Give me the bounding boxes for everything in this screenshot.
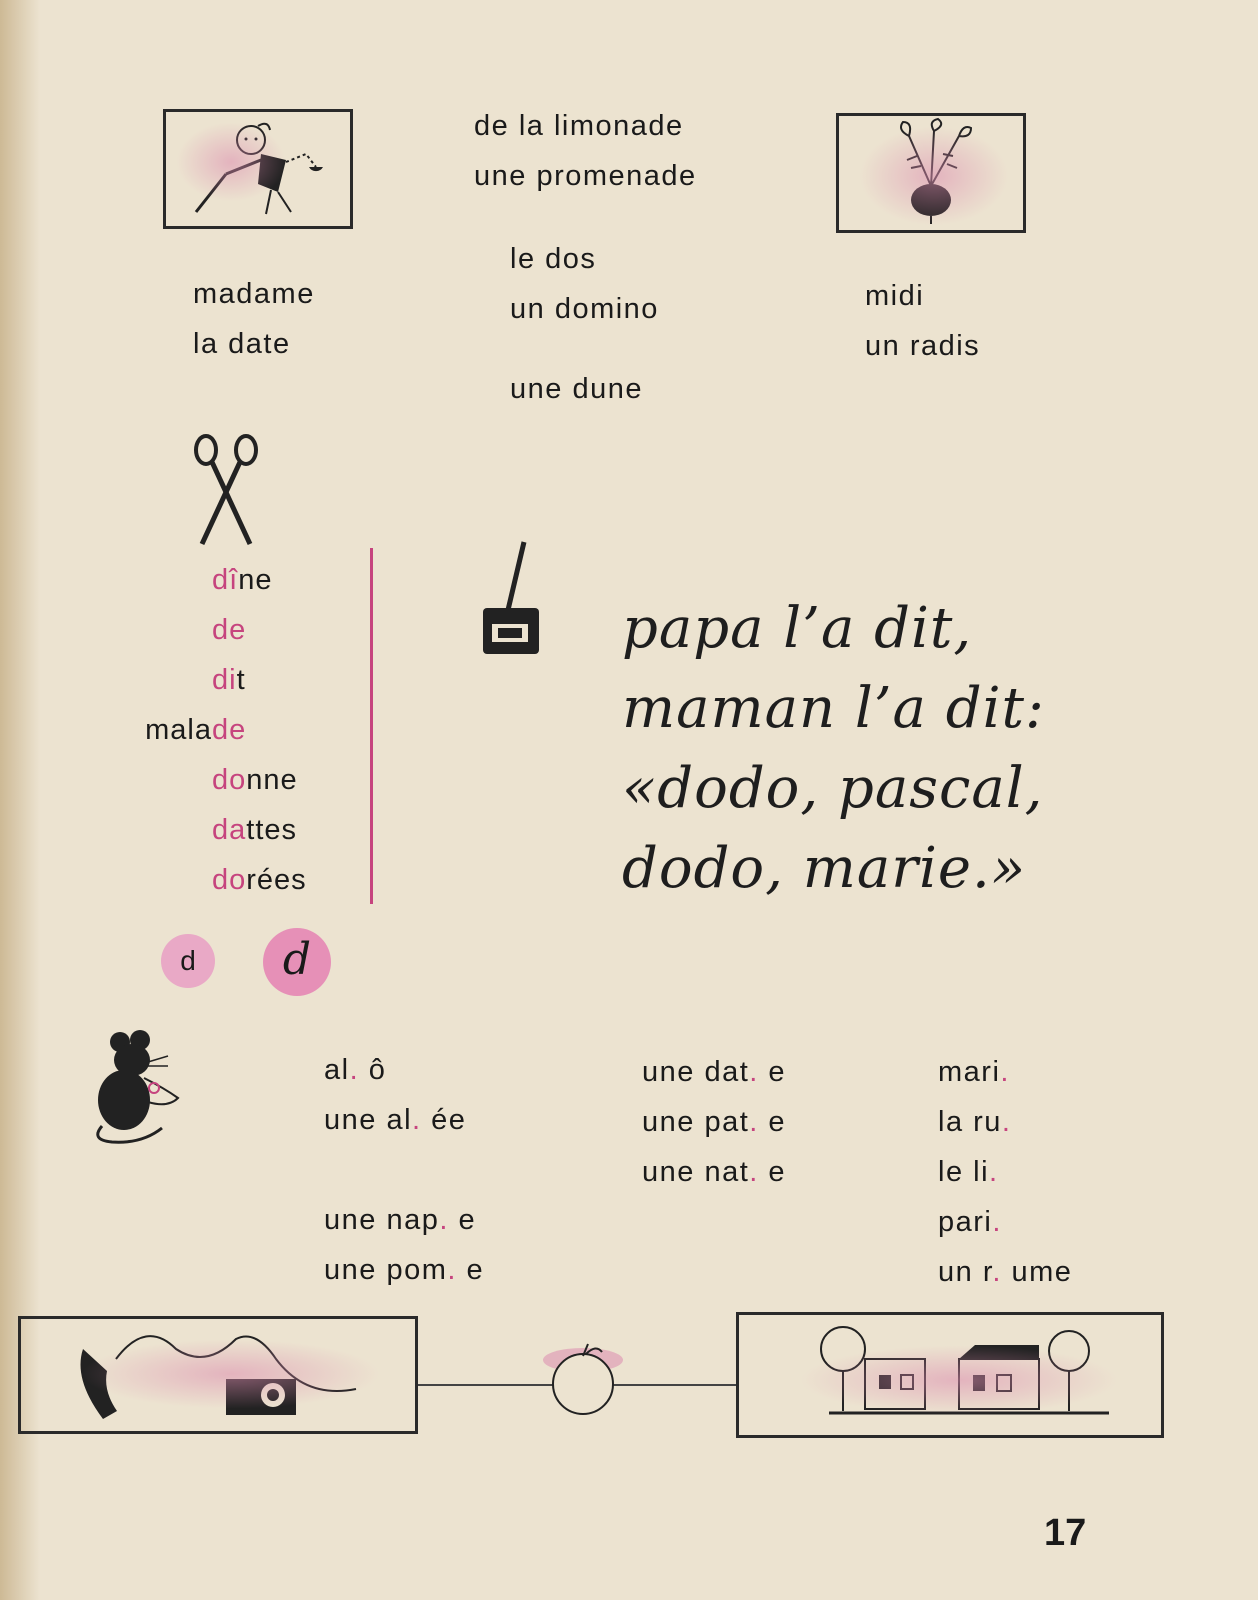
missing-letter-dot: . (992, 1206, 1002, 1238)
vocab-word: la date (193, 328, 291, 360)
syllable-word (212, 664, 246, 697)
syllable-highlight: da (212, 814, 247, 846)
missing-letter-dot: . (1001, 1106, 1012, 1138)
missing-letter-dot: . (439, 1204, 459, 1236)
syllable-suffix: ttes (246, 814, 298, 846)
syllable-suffix: rées (246, 864, 307, 896)
missing-letter-dot: . (349, 1054, 369, 1086)
exercise-item (324, 1204, 476, 1237)
missing-letter-dot: . (749, 1056, 769, 1088)
syllable-highlight: di (212, 664, 237, 696)
exercise-text: ée (431, 1104, 467, 1136)
exercise-text: e (458, 1204, 477, 1236)
ink-bottle-icon (478, 540, 548, 660)
radish-picture (836, 113, 1026, 233)
syllable-word (212, 814, 297, 847)
missing-letter-dot: . (447, 1254, 467, 1286)
exercise-item (324, 1254, 484, 1287)
exercise-text: e (768, 1156, 787, 1188)
syllable-prefix: mala (145, 714, 212, 746)
scissors-icon (188, 432, 268, 552)
exercise-text: une al (324, 1104, 413, 1136)
syllable-word (145, 714, 246, 747)
poem-line: dodo, marie.» (622, 836, 1027, 901)
exercise-text: une nat (642, 1156, 750, 1188)
apple-icon (538, 1340, 628, 1420)
syllable-suffix: t (236, 664, 246, 696)
exercise-text: e (466, 1254, 485, 1286)
missing-letter-dot: . (412, 1104, 432, 1136)
exercise-text: une pom (324, 1254, 448, 1286)
exercise-text: ume (1011, 1256, 1073, 1288)
mouse-icon (92, 1030, 192, 1150)
exercise-item (938, 1056, 1010, 1089)
missing-letter-dot: . (749, 1106, 769, 1138)
exercise-item (938, 1156, 999, 1189)
exercise-item (324, 1104, 466, 1137)
exercise-item (938, 1256, 1072, 1289)
missing-letter-dot: . (992, 1256, 1012, 1288)
exercise-text: le li (938, 1156, 990, 1188)
print-letter: d (180, 945, 196, 976)
telephone-picture (18, 1316, 418, 1434)
exercise-item (324, 1054, 386, 1087)
exercise-text: une nap (324, 1204, 440, 1236)
syllable-highlight: dî (212, 564, 239, 596)
exercise-text: ô (368, 1054, 387, 1086)
syllable-word (212, 614, 246, 647)
script-letter: d (282, 934, 312, 985)
syllable-word (212, 564, 272, 597)
script-letter-circle (263, 928, 331, 996)
syllable-highlight: do (212, 864, 247, 896)
exercise-text: e (768, 1106, 787, 1138)
exercise-text: une pat (642, 1106, 750, 1138)
print-letter-circle (161, 934, 215, 988)
exercise-text: un r (938, 1256, 993, 1288)
vocab-word: un radis (865, 330, 981, 362)
syllable-suffix: ne (238, 564, 273, 596)
missing-letter-dot: . (989, 1156, 999, 1188)
page-number: 17 (1044, 1512, 1087, 1554)
poem-line: papa l’a dit, (622, 596, 973, 661)
exercise-item (938, 1206, 1002, 1239)
syllable-word (212, 764, 298, 797)
exercise-item (642, 1106, 786, 1139)
lady-walking-picture (163, 109, 353, 229)
syllable-suffix: nne (246, 764, 298, 796)
vocab-word: le dos (510, 243, 597, 275)
missing-letter-dot: . (749, 1156, 769, 1188)
vocab-word: un domino (510, 293, 659, 325)
exercise-item (642, 1056, 786, 1089)
syllable-highlight: do (212, 764, 247, 796)
exercise-text: pari (938, 1206, 993, 1238)
vocab-word: midi (865, 280, 925, 312)
vocab-word: une dune (510, 373, 643, 405)
exercise-item (938, 1106, 1011, 1139)
exercise-item (642, 1156, 786, 1189)
syllable-word (212, 864, 307, 897)
poem-line: maman l’a dit: (622, 676, 1045, 741)
exercise-text: al (324, 1054, 350, 1086)
vocab-word: une promenade (474, 160, 697, 192)
pink-divider (370, 548, 373, 904)
syllable-highlight: de (212, 614, 247, 646)
village-picture (736, 1312, 1164, 1438)
missing-letter-dot: . (1000, 1056, 1010, 1088)
syllable-highlight: de (212, 714, 247, 746)
exercise-text: une dat (642, 1056, 750, 1088)
exercise-text: mari (938, 1056, 1001, 1088)
vocab-word: de la limonade (474, 110, 684, 142)
exercise-text: la ru (938, 1106, 1002, 1138)
exercise-text: e (768, 1056, 787, 1088)
poem-line: «dodo, pascal, (622, 756, 1044, 821)
vocab-word: madame (193, 278, 315, 310)
